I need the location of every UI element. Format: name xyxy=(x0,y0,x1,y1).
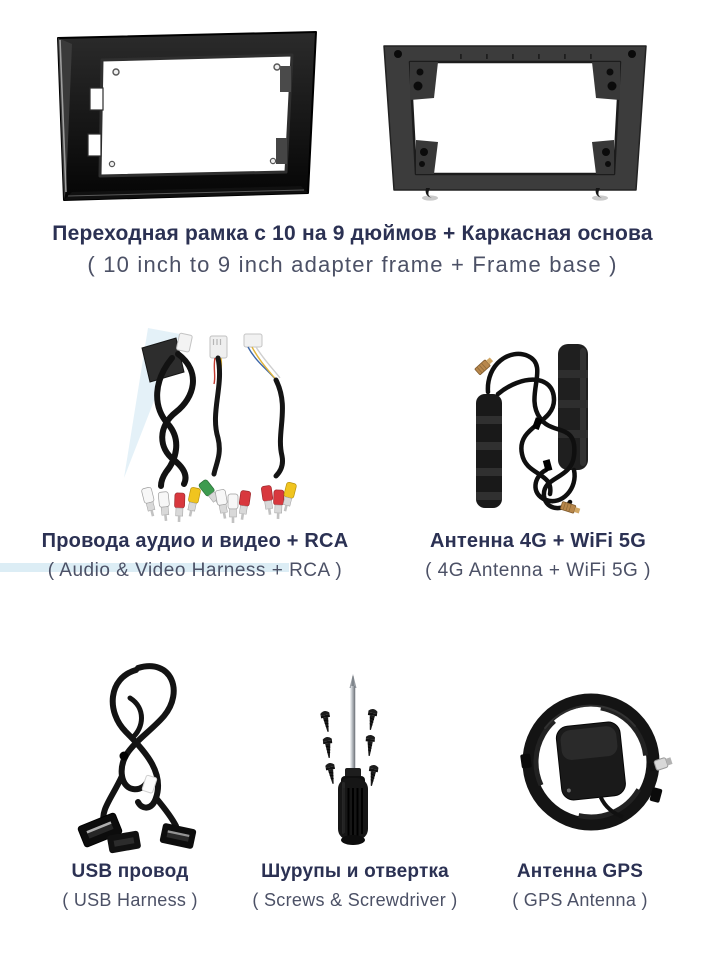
gps-title-ru: Антенна GPS xyxy=(516,861,644,882)
harness-caption xyxy=(10,530,380,582)
gps-title-en: ( GPS Antenna ) xyxy=(512,890,648,910)
usb-port-right xyxy=(159,823,196,850)
gps-caption xyxy=(470,861,690,911)
screws-title-en: ( Screws & Screwdriver ) xyxy=(252,890,458,910)
antenna-title-en: ( 4G Antenna + WiFi 5G ) xyxy=(425,560,651,581)
screws-screwdriver-photo xyxy=(288,672,418,847)
frames-title-en: ( 10 inch to 9 inch adapter frame + Frame base ) xyxy=(87,252,618,277)
antenna-caption xyxy=(388,530,688,582)
usb-title-ru: USB провод xyxy=(71,861,189,882)
frames-title-ru: Переходная рамка с 10 на 9 дюймов + Каркасная основа xyxy=(52,222,653,245)
usb-title-en: ( USB Harness ) xyxy=(62,890,198,910)
adapter-frame-photo xyxy=(46,30,326,205)
screws-title-ru: Шурупы и отвертка xyxy=(261,861,449,882)
antenna-title-ru: Антенна 4G + WiFi 5G xyxy=(429,530,647,552)
usb-caption xyxy=(15,861,245,911)
frame-base-photo xyxy=(374,40,656,205)
rca-plugs xyxy=(141,479,297,523)
av-harness-rca-photo xyxy=(118,328,310,524)
harness-title-en: ( Audio & Video Harness + RCA ) xyxy=(47,560,343,581)
gps-antenna-photo xyxy=(505,668,677,850)
screws-caption xyxy=(228,861,482,911)
4g-wifi-antenna-photo xyxy=(458,330,618,522)
usb-cables xyxy=(103,666,176,826)
usb-harness-photo xyxy=(60,658,220,854)
screwdriver xyxy=(338,674,368,845)
harness-title-ru: Провода аудио и видео + RCA xyxy=(41,530,349,552)
